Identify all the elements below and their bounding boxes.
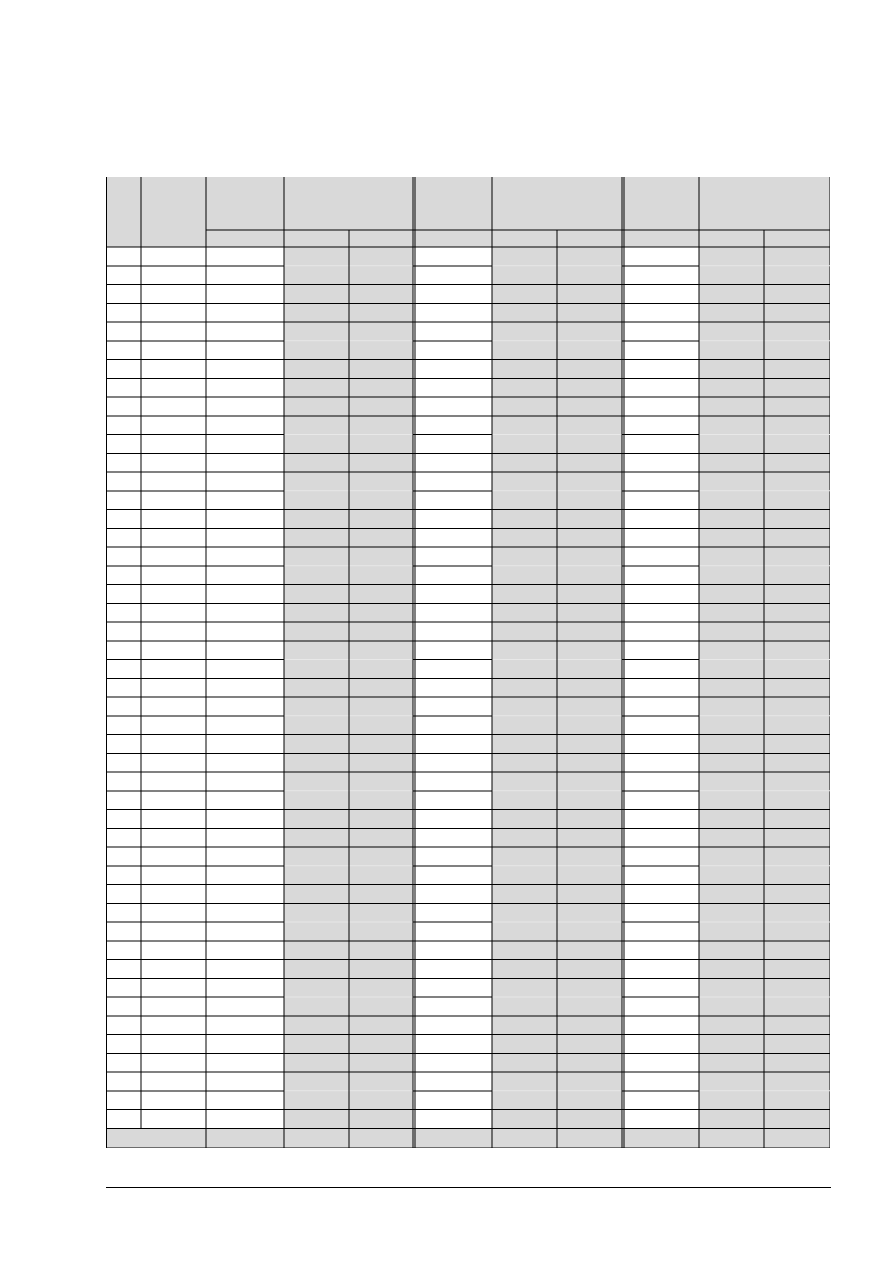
footer-rule xyxy=(106,1187,831,1188)
data-table xyxy=(106,177,830,1148)
table-grid xyxy=(106,177,830,1148)
header-band xyxy=(106,177,830,247)
total-row xyxy=(106,1128,830,1148)
